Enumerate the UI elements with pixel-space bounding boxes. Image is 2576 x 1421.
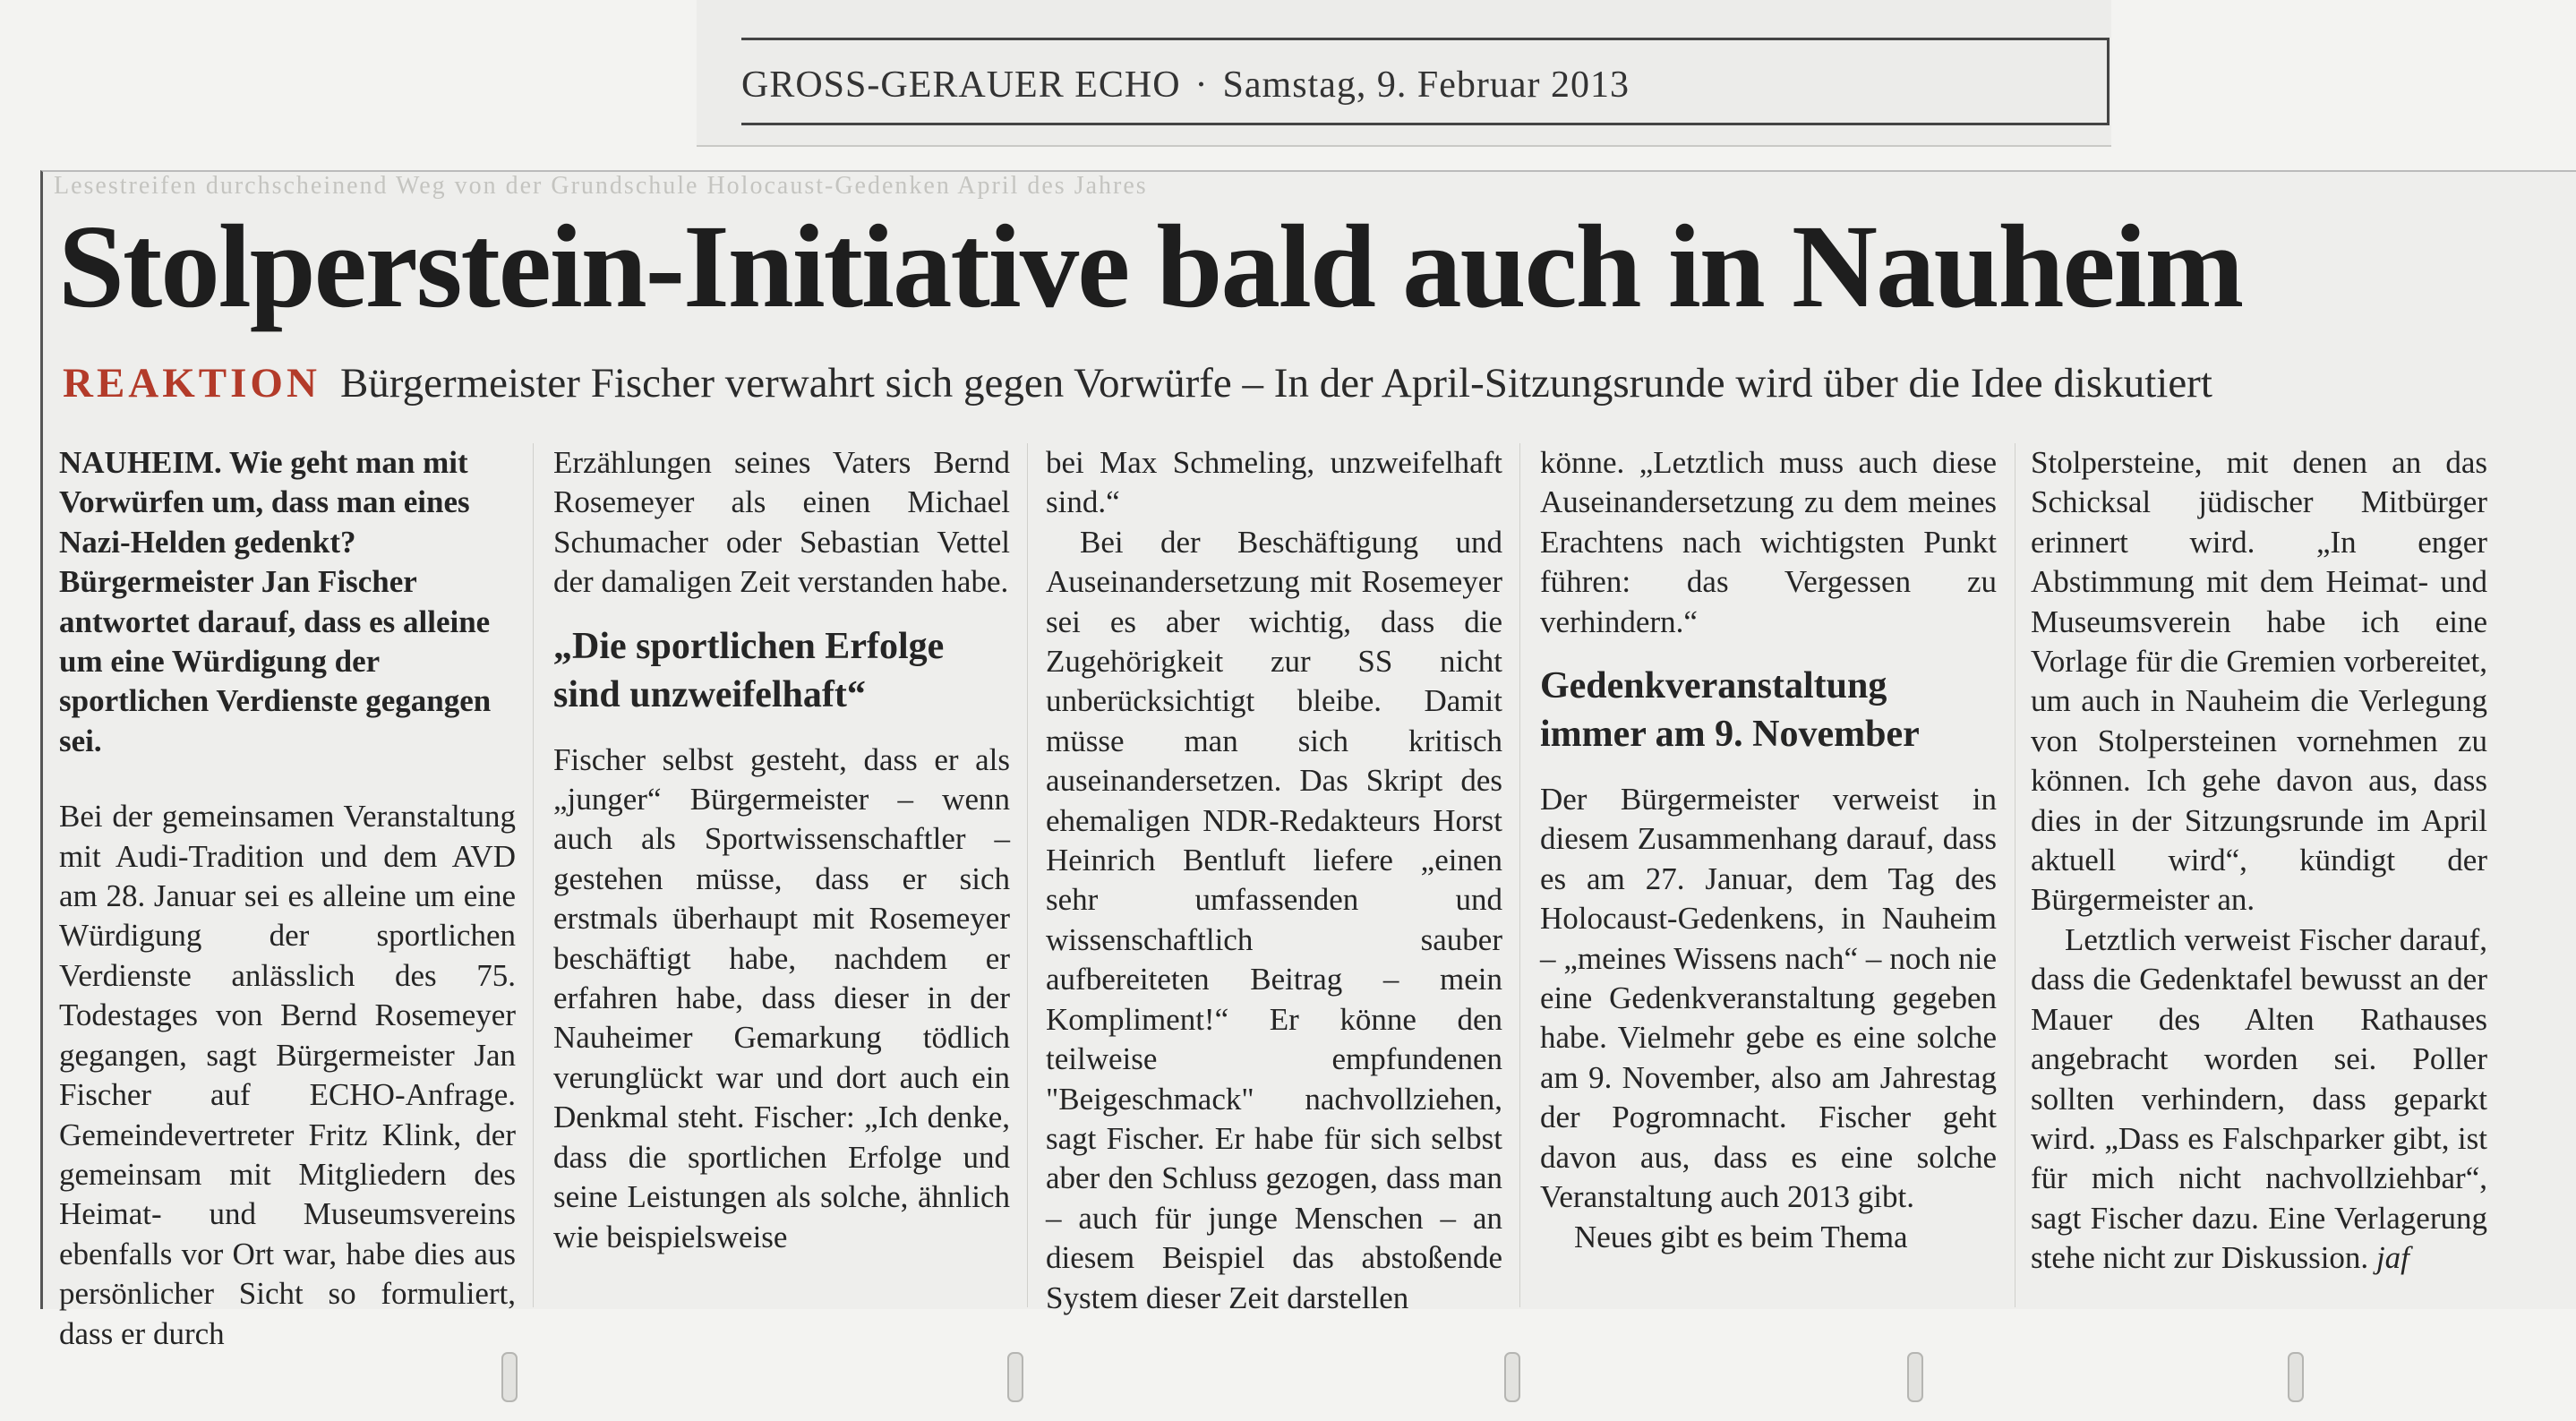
- kicker-tag: REAKTION: [63, 360, 321, 407]
- body-paragraph: Fischer selbst gesteht, dass er als „junger“ Bürgermeister – wenn auch als Sportwissenschaftler – gestehen müsse, dass er sich erstmals überhaupt mit Rosemeyer beschäftigt habe, nachdem er erfahren habe, dass dieser in der Nauheimer Gemarkung tödlich verunglückt war und dort auch ein Denkmal steht. Fischer: „Ich denke, dass die sportlichen Erfolge und seine Leistungen als solche, ähnlich wie beispielsweise: [553, 741, 1010, 1254]
- kicker-text: Bürgermeister Fischer verwahrt sich gegen Vorwürfe – In der April-Sitzungsrunde wird über die Idee diskutiert: [339, 360, 2212, 407]
- body-paragraph: [2031, 920, 2487, 1279]
- issue-date: Samstag, 9. Februar 2013: [1222, 64, 1630, 106]
- binder-holes: [0, 1343, 2573, 1421]
- column-divider: [1027, 443, 1028, 1307]
- lead-paragraph: NAUHEIM. Wie geht man mit Vorwürfen um, dass man eines Nazi-Helden gedenkt? Bürgermeister Jan Fischer antwortet darauf, dass es alleine um eine Würdigung der sportlichen Verdienste gegangen sei.: [59, 445, 492, 758]
- article-column-5: [2031, 443, 2487, 1321]
- column-divider: [1519, 443, 1520, 1307]
- newspaper-name: GROSS-GERAUER ECHO: [741, 64, 1181, 106]
- masthead-separator: ·: [1194, 64, 1209, 106]
- article-column-4: [1540, 443, 1997, 1321]
- article-column-2: [553, 443, 1010, 1321]
- article-kicker: [63, 356, 2534, 410]
- body-paragraph: Bei der Beschäftigung und Auseinandersetzung mit Rosemeyer sei es aber wichtig, dass die Zugehörigkeit zur SS nicht unberücksichtigt bleibe. Damit müsse man sich kritisch auseinandersetzen. Das Skript des ehemaligen NDR-Redakteurs Horst Heinrich Bentluft liefere „einen sehr umfassenden und wissenschaftlich sauber aufbereiteten Beitrag – mein Kompliment!“ Er könne den teilweise empfundenen "Beigeschmack" nachvollziehen, sagt Fischer. Er habe für sich selbst aber den Schluss gezogen, dass man – auch für junge Menschen – an diesem Beispiel das abstoßende System dieser Zeit darstellen: [1046, 524, 1502, 1315]
- body-paragraph: könne. „Letztlich muss auch diese Auseinandersetzung zu dem meines Erachtens nach wichtigsten Punkt führen: das Vergessen zu verhindern.“: [1540, 445, 1997, 639]
- punch-hole: [1007, 1352, 1023, 1402]
- body-paragraph: Der Bürgermeister verweist in diesem Zusammenhang darauf, dass es am 27. Januar, dem Tag des Holocaust-Gedenkens, in Nauheim – „meines Wissens nach“ – noch nie eine Gedenkveranstaltung gegeben habe. Vielmehr gebe es eine solche am 9. November, also am Jahrestag der Pogromnacht. Fischer geht davon aus, dass es eine solche Veranstaltung auch 2013 gibt.: [1540, 782, 1997, 1215]
- subheading: Gedenkveranstaltung immer am 9. November: [1540, 665, 1920, 756]
- punch-hole: [1907, 1352, 1923, 1402]
- body-paragraph: Neues gibt es beim Thema: [1574, 1219, 1908, 1254]
- masthead: [741, 38, 2110, 125]
- author-initials: jaf: [2375, 1240, 2409, 1276]
- article-column-3: [1046, 443, 1502, 1321]
- bleed-through-text: Lesestreifen durchscheinend Weg von der Grundschule Holocaust-Gedenken April des Jahres: [54, 172, 1148, 200]
- punch-hole: [2288, 1352, 2304, 1402]
- article-column-1: [59, 443, 516, 1351]
- body-paragraph: Stolpersteine, mit denen an das Schicksal jüdischer Mitbürger erinnert wird. „In enger Abstimmung mit dem Heimat- und Museumsverein habe ich eine Vorlage für die Gremien vorbereitet, um auch in Nauheim die Verlegung von Stolpersteinen vornehmen zu können. Ich gehe davon aus, dass dies in der Sitzungsrunde im April aktuell wird“, kündigt der Bürgermeister an.: [2031, 445, 2487, 918]
- body-paragraph: Bei der gemeinsamen Veranstaltung mit Audi-Tradition und dem AVD am 28. Januar sei es alleine um eine Würdigung der sportlichen Verdienste anlässlich des 75. Todestages von Bernd Rosemeyer gegangen, sagt Bürgermeister Jan Fischer auf ECHO-Anfrage. Gemeindevertreter Fritz Klink, der gemeinsam mit Mitgliedern des Heimat- und Museumsvereins ebenfalls vor Ort war, habe dies aus persönlicher Sicht so formuliert, dass er durch: [59, 799, 516, 1351]
- subheading: „Die sportlichen Erfolge sind unzweifelhaft“: [553, 625, 945, 715]
- punch-hole: [1504, 1352, 1520, 1402]
- punch-hole: [501, 1352, 518, 1402]
- masthead-line: [741, 64, 1630, 107]
- closing-text: Letztlich verweist Fischer darauf, dass die Gedenktafel bewusst an der Mauer des Alten Rathauses angebracht worden sei. Poller sollten verhindern, dass geparkt wird. „Dass es Falschparker gibt, ist für mich nicht nachvollziehbar“, sagt Fischer dazu. Eine Verlagerung stehe nicht zur Diskussion.: [2031, 921, 2487, 1276]
- body-paragraph: bei Max Schmeling, unzweifelhaft sind.“: [1046, 445, 1502, 520]
- body-paragraph: Erzählungen seines Vaters Bernd Rosemeyer als einen Michael Schumacher oder Sebastian Vettel der damaligen Zeit verstanden habe.: [553, 445, 1010, 600]
- column-divider: [533, 443, 534, 1307]
- article-headline: Stolperstein-Initiative bald auch in Nauheim: [58, 200, 2243, 332]
